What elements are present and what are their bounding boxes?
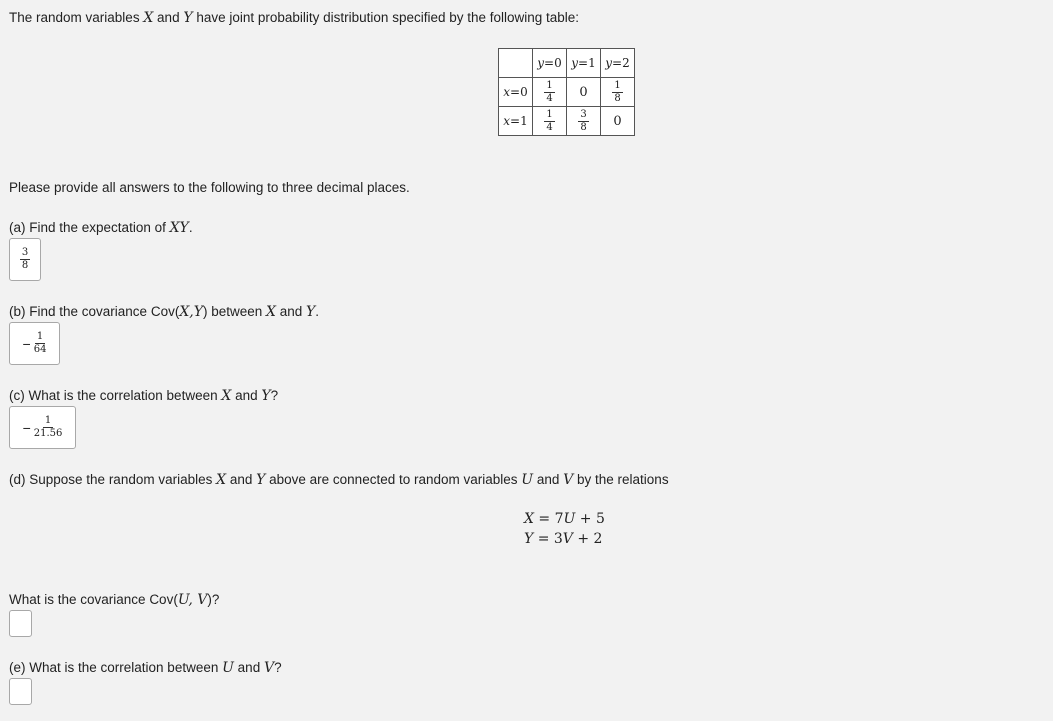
answer-d-field[interactable] xyxy=(9,610,32,637)
answer-a-field[interactable] xyxy=(9,238,41,281)
col-header: y=1 xyxy=(567,49,601,78)
table-cell: 0 xyxy=(567,78,601,107)
answer-b-field[interactable] xyxy=(9,322,60,365)
question-d: (d) Suppose the random variables X and Y above are connected to random variables U and V by the relations xyxy=(9,472,669,488)
question-b: (b) Find the covariance Cov(X,Y) between X and Y. xyxy=(9,304,320,320)
joint-distribution-table xyxy=(498,48,635,136)
table-cell: 0 xyxy=(601,107,635,136)
answer-b-value: $\frac{1}{64}$ xyxy=(33,331,47,355)
question-c: (c) What is the correlation between X and Y? xyxy=(9,388,279,404)
col-header: y=2 xyxy=(601,49,635,78)
table-cell: $\frac{3}{8}$ xyxy=(567,107,601,136)
row-header: x=1 xyxy=(499,107,533,136)
intro-text: The random variables X and Y have joint probability distribution specified by the following table: xyxy=(9,10,580,26)
row-header: x=0 xyxy=(499,78,533,107)
minus-sign: − xyxy=(22,419,31,436)
answer-a-value: $\frac{3}{8}$ xyxy=(21,247,29,271)
table-row xyxy=(499,78,635,107)
relation-equation-2: Y = 3V + 2 xyxy=(524,531,603,547)
instructions-text: Please provide all answers to the following to three decimal places. xyxy=(9,180,410,195)
answer-c-field[interactable] xyxy=(9,406,76,449)
table-corner-cell xyxy=(499,49,533,78)
table-cell: $\frac{1}{4}$ xyxy=(533,107,567,136)
minus-sign: − xyxy=(22,335,31,352)
table-header-row xyxy=(499,49,635,78)
table-cell: $\frac{1}{4}$ xyxy=(533,78,567,107)
table-row xyxy=(499,107,635,136)
question-e: (e) What is the correlation between U and V? xyxy=(9,660,282,676)
question-a: (a) Find the expectation of XY. xyxy=(9,220,193,236)
relation-equation-1: X = 7U + 5 xyxy=(524,511,605,527)
question-d-covariance: What is the covariance Cov(U, V)? xyxy=(9,592,220,608)
answer-c-value: $\frac{1}{21.56}$ xyxy=(33,415,63,439)
var-x: X xyxy=(143,10,154,26)
var-y: Y xyxy=(183,10,193,26)
table-cell: $\frac{1}{8}$ xyxy=(601,78,635,107)
answer-e-field[interactable] xyxy=(9,678,32,705)
col-header: y=0 xyxy=(533,49,567,78)
